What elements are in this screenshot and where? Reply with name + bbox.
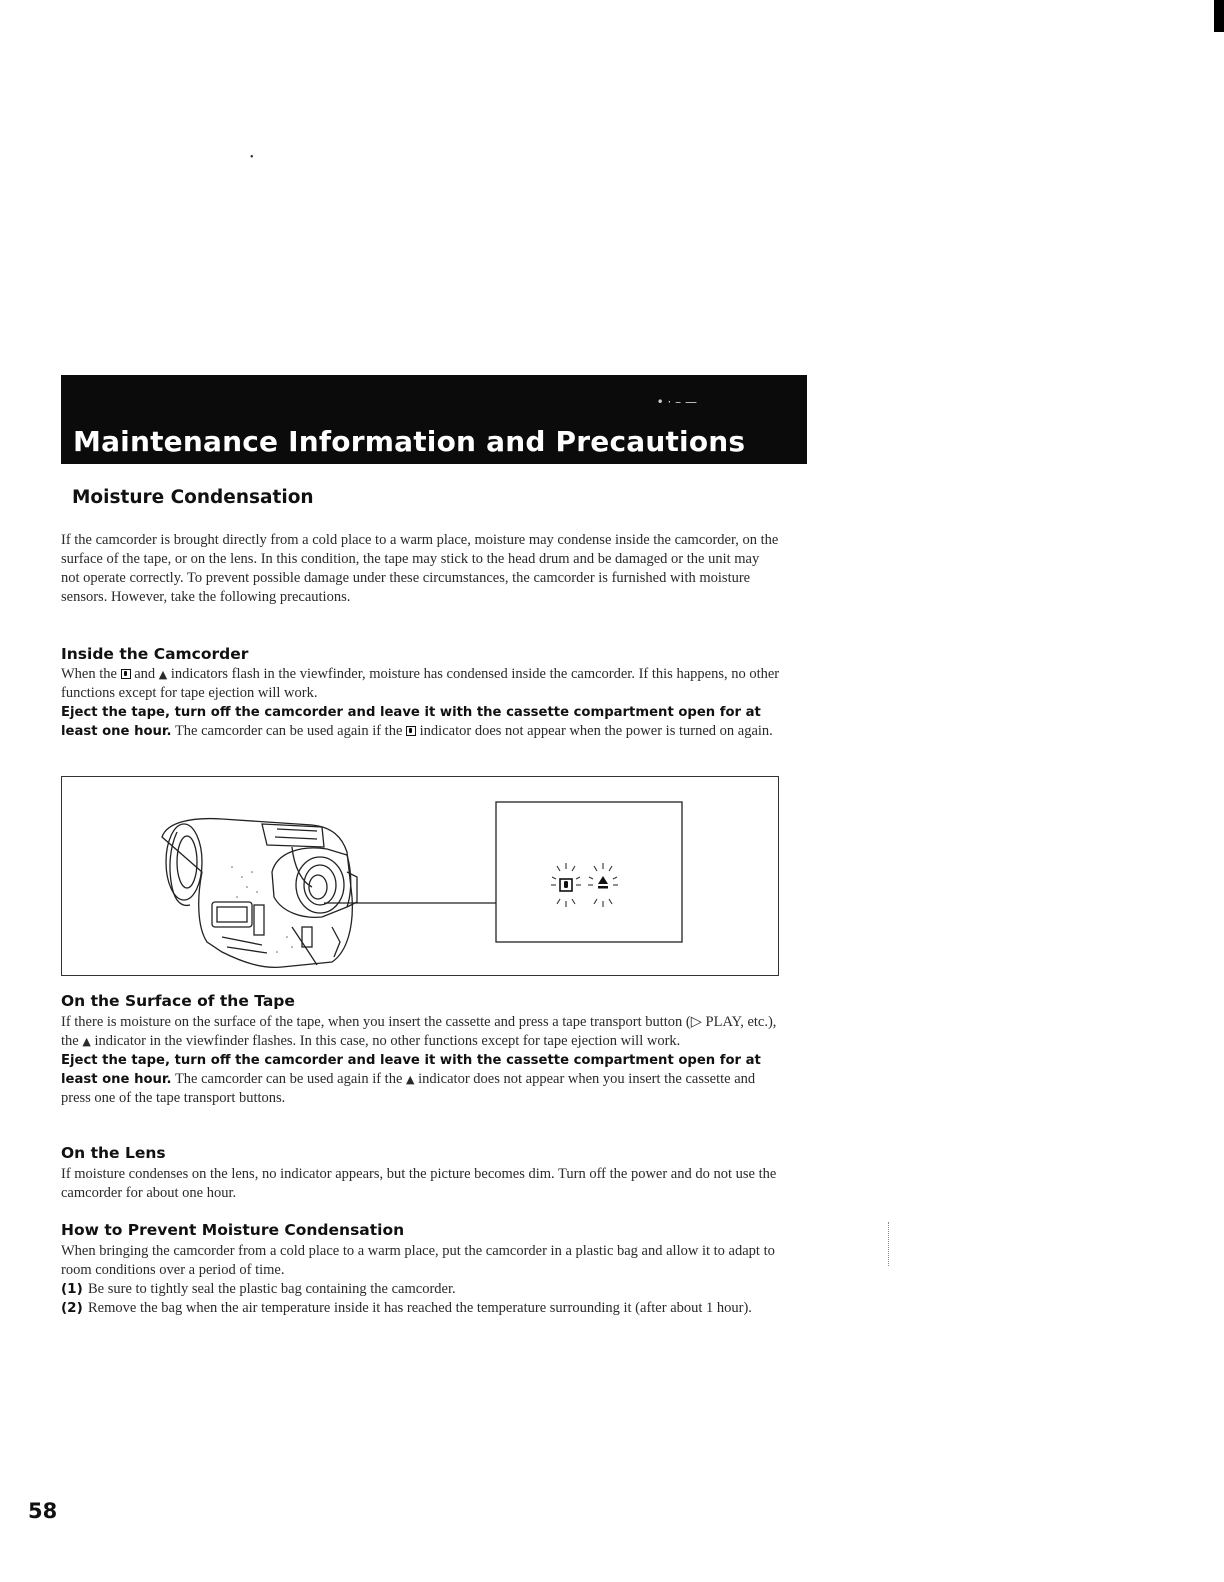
inside-text-e: indicator does not appear when the power is turned on again. xyxy=(419,723,773,739)
surface-text-e: indicator does not appear when you insert the cassette and press one of the tape transport buttons. xyxy=(61,1071,756,1106)
surface-text-a: If there is moisture on the surface of the tape, when you insert the cassette and press a tape transport button ( xyxy=(61,1014,691,1030)
corner-registration-mark xyxy=(1214,0,1224,32)
scan-speck: • xyxy=(250,152,254,163)
inside-text-a: When the xyxy=(61,666,117,682)
moisture-indicator-icon xyxy=(121,669,131,679)
subhead-inside-camcorder: Inside the Camcorder xyxy=(61,645,249,663)
intro-paragraph: If the camcorder is brought directly from a cold place to a warm place, moisture may condense inside the camcorder, on the surface of the tape, or on the lens. In this condition, the tape may stick to the head drum and be damaged or the unit may not operate correctly. To prevent possible damage under these circumstances, the camcorder is furnished with moisture sensors. However, take the following precautions. xyxy=(61,532,779,605)
inside-text-c: indicators flash in the viewfinder, moisture has condensed inside the camcorder. If this happens, no other functions except for tape ejection will work. xyxy=(61,666,780,701)
banner-scan-specks: • · – — xyxy=(656,395,697,409)
surface-bold-instruction: Eject the tape, turn off the camcorder and leave it with the cassette compartment open for at least one hour. xyxy=(61,1053,761,1087)
prevent-steps-list xyxy=(61,1280,781,1318)
margin-scan-dots xyxy=(888,1222,891,1266)
surface-paragraph xyxy=(61,1013,781,1108)
page-title: Maintenance Information and Precautions xyxy=(73,425,746,458)
camcorder-illustration xyxy=(61,776,779,976)
lens-paragraph: If moisture condenses on the lens, no indicator appears, but the picture becomes dim. Turn off the power and do not use the camcorder for about one hour. xyxy=(61,1166,777,1201)
viewfinder-screen xyxy=(496,802,682,942)
subhead-on-lens: On the Lens xyxy=(61,1144,166,1162)
inside-text-d: The camcorder can be used again if the xyxy=(174,723,403,739)
step-number: (2) xyxy=(61,1300,83,1316)
page-number: 58 xyxy=(28,1499,58,1523)
camcorder-icon xyxy=(162,819,357,968)
camcorder-drawing xyxy=(62,777,780,977)
header-banner xyxy=(61,375,807,464)
inside-paragraph xyxy=(61,665,781,741)
step-number: (1) xyxy=(61,1281,83,1297)
camcorder-shading xyxy=(231,866,293,953)
inside-text-b: and xyxy=(134,666,156,682)
step-text: Be sure to tightly seal the plastic bag containing the camcorder. xyxy=(88,1281,456,1297)
moisture-indicator-icon xyxy=(406,726,416,736)
play-icon: ▷ xyxy=(690,1014,702,1030)
prevent-paragraph: When bringing the camcorder from a cold place to a warm place, put the camcorder in a plastic bag and allow it to adapt to room conditions over a period of time. xyxy=(61,1243,775,1278)
list-item xyxy=(61,1280,781,1299)
eject-icon: ▲ xyxy=(158,668,168,681)
subhead-prevent-condensation: How to Prevent Moisture Condensation xyxy=(61,1221,405,1239)
surface-text-b: PLAY, etc.), the xyxy=(61,1014,777,1049)
eject-icon: ▲ xyxy=(406,1073,415,1086)
subhead-tape-surface: On the Surface of the Tape xyxy=(61,992,295,1010)
surface-text-c: indicator in the viewfinder flashes. In this case, no other functions except for tape ejection will work. xyxy=(94,1033,681,1049)
surface-text-d: The camcorder can be used again if the xyxy=(174,1071,403,1087)
section-title: Moisture Condensation xyxy=(72,487,314,508)
eject-icon: ▲ xyxy=(82,1035,91,1048)
list-item xyxy=(61,1299,781,1318)
inside-bold-instruction: Eject the tape, turn off the camcorder and leave it with the cassette compartment open for at least one hour. xyxy=(61,705,761,739)
step-text: Remove the bag when the air temperature inside it has reached the temperature surrounding it (after about 1 hour). xyxy=(88,1300,752,1316)
